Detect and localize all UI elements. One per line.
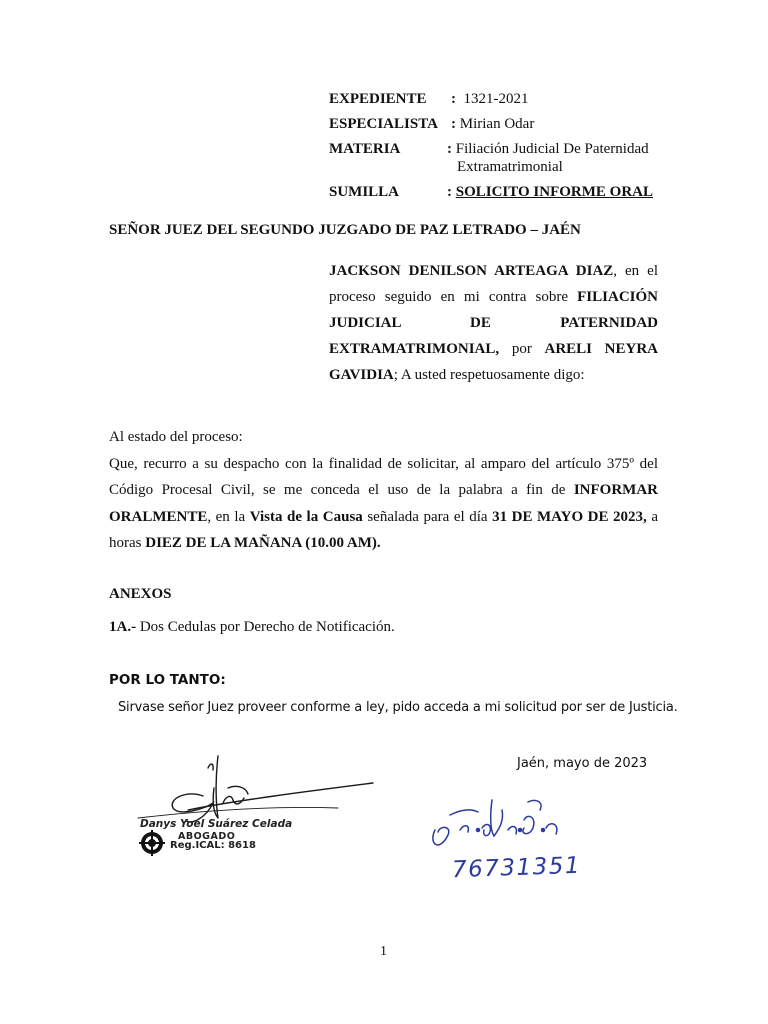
- body-text: Que, recurro a su despacho con la finalidad de solicitar, al amparo del artículo 375º del Código Procesal Civil, se me conceda el uso de la palabra a fin de: [109, 455, 658, 498]
- defendant-name: JACKSON DENILSON ARTEAGA DIAZ: [329, 263, 614, 279]
- lawyer-registration: Reg.ICAL: 8618: [170, 840, 256, 851]
- salutation: SEÑOR JUEZ DEL SEGUNDO JUZGADO DE PAZ LETRADO – JAÉN: [109, 222, 581, 238]
- page-number: 1: [380, 944, 387, 959]
- hearing-time: DIEZ DE LA MAÑANA (10.00 AM).: [145, 535, 381, 551]
- body-opening: Al estado del proceso:: [109, 429, 243, 445]
- body-bold: INFORMAR ORALMENTE: [109, 482, 658, 525]
- body-text: , en la: [207, 508, 250, 525]
- body-bold: Vista de la Causa: [249, 508, 363, 525]
- materia-value-line1: Filiación Judicial De Paternidad: [455, 141, 649, 157]
- lawyer-title: ABOGADO: [178, 831, 236, 842]
- anexos-title: ANEXOS: [109, 586, 172, 602]
- colon: :: [447, 184, 456, 200]
- materia-row: [329, 140, 649, 158]
- especialista-row: [329, 115, 534, 133]
- lawyer-name: Danys Yoel Suárez Celada: [140, 818, 293, 830]
- materia-label: MATERIA: [329, 141, 401, 157]
- stamp-emblem-icon: [139, 830, 165, 856]
- intro-text: , en el proceso seguido en mi contra sobre: [329, 263, 658, 305]
- intro-paragraph: [329, 258, 658, 388]
- expediente-value: 1321-2021: [463, 91, 529, 107]
- case-matter: FILIACIÓN JUDICIAL DE PATERNIDAD EXTRAMATRIMONIAL,: [329, 289, 658, 357]
- anexo-code: 1A.-: [109, 619, 137, 635]
- especialista-value: Mirian Odar: [459, 116, 535, 132]
- body-text: a horas: [109, 508, 658, 551]
- expediente-row: [329, 90, 529, 108]
- intro-text: ; A usted respetuosamente digo:: [393, 367, 585, 383]
- body-request: [109, 451, 658, 557]
- body-paragraph: [109, 424, 658, 557]
- client-dni-handwritten: 76731351: [451, 852, 582, 884]
- body-text: señalada para el día: [362, 508, 493, 525]
- especialista-label: ESPECIALISTA: [329, 116, 438, 132]
- plaintiff-name: ARELI NEYRA GAVIDIA: [329, 341, 658, 383]
- anexo-text: Dos Cedulas por Derecho de Notificación.: [136, 619, 395, 635]
- sumilla-value: SOLICITO INFORME ORAL: [455, 184, 654, 200]
- intro-text: por: [499, 341, 545, 357]
- place-date: Jaén, mayo de 2023: [517, 756, 648, 771]
- colon: :: [451, 116, 460, 132]
- colon: :: [447, 141, 456, 157]
- expediente-label: EXPEDIENTE: [329, 91, 427, 107]
- colon: :: [451, 91, 464, 107]
- hearing-date: 31 DE MAYO DE 2023,: [492, 508, 647, 525]
- sumilla-row: [329, 183, 653, 201]
- closing-request: Sirvase señor Juez proveer conforme a ley, pido acceda a mi solicitud por ser de Justicia.: [118, 700, 678, 715]
- materia-value-line2: Extramatrimonial: [457, 159, 563, 175]
- anexo-item: [109, 619, 395, 636]
- por-lo-tanto: POR LO TANTO:: [109, 672, 226, 688]
- sumilla-label: SUMILLA: [329, 184, 400, 200]
